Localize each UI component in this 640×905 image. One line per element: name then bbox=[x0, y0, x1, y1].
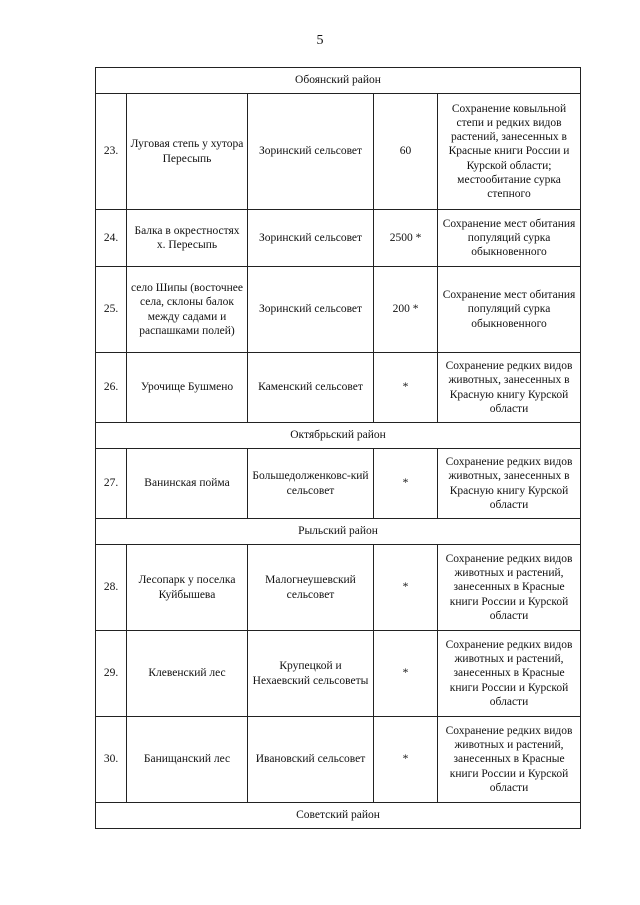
row-number: 29. bbox=[96, 631, 127, 717]
site-name: Банищанский лес bbox=[127, 717, 248, 803]
site-name: Лесопарк у поселка Куйбышева bbox=[127, 545, 248, 631]
table-row bbox=[96, 545, 581, 631]
protection-purpose: Сохранение редких видов животных, занесенных в Красную книгу Курской области bbox=[438, 353, 581, 423]
page-number: 5 bbox=[316, 33, 324, 48]
site-name: Ванинская пойма bbox=[127, 449, 248, 519]
row-number: 24. bbox=[96, 210, 127, 267]
council-name: Ивановский сельсовет bbox=[248, 717, 374, 803]
council-name: Крупецкой и Нехаевский сельсоветы bbox=[248, 631, 374, 717]
table-row bbox=[96, 717, 581, 803]
council-name: Каменский сельсовет bbox=[248, 353, 374, 423]
protection-purpose: Сохранение редких видов животных и растений, занесенных в Красные книги России и Курской области bbox=[438, 545, 581, 631]
row-number: 27. bbox=[96, 449, 127, 519]
row-number: 26. bbox=[96, 353, 127, 423]
table-row bbox=[96, 267, 581, 353]
table-row bbox=[96, 449, 581, 519]
protection-purpose: Сохранение мест обитания популяций сурка обыкновенного bbox=[438, 267, 581, 353]
council-name: Малогнеушевский сельсовет bbox=[248, 545, 374, 631]
protection-purpose: Сохранение редких видов животных, занесенных в Красную книгу Курской области bbox=[438, 449, 581, 519]
protection-purpose: Сохранение мест обитания популяций сурка обыкновенного bbox=[438, 210, 581, 267]
council-name: Зоринский сельсовет bbox=[248, 210, 374, 267]
row-number: 23. bbox=[96, 94, 127, 210]
protection-purpose: Сохранение ковыльной степи и редких видов растений, занесенных в Красные книги России и Курской области; местообитание сурка степного bbox=[438, 94, 581, 210]
table-row bbox=[96, 94, 581, 210]
district-header-row bbox=[96, 68, 581, 94]
area-value: * bbox=[374, 545, 438, 631]
district-name: Октябрьский район bbox=[96, 423, 581, 449]
area-value: 2500 * bbox=[374, 210, 438, 267]
district-header-row bbox=[96, 519, 581, 545]
district-name: Рыльский район bbox=[96, 519, 581, 545]
area-value: * bbox=[374, 717, 438, 803]
council-name: Зоринский сельсовет bbox=[248, 94, 374, 210]
site-name: Урочище Бушмено bbox=[127, 353, 248, 423]
site-name: село Шипы (восточнее села, склоны балок между садами и распашками полей) bbox=[127, 267, 248, 353]
table-row bbox=[96, 353, 581, 423]
site-name: Балка в окрестностях х. Пересыпь bbox=[127, 210, 248, 267]
area-value: * bbox=[374, 631, 438, 717]
row-number: 28. bbox=[96, 545, 127, 631]
table-row bbox=[96, 210, 581, 267]
area-value: 200 * bbox=[374, 267, 438, 353]
protection-purpose: Сохранение редких видов животных и растений, занесенных в Красные книги России и Курской области bbox=[438, 631, 581, 717]
council-name: Большедолженковс-кий сельсовет bbox=[248, 449, 374, 519]
site-name: Луговая степь у хутора Пересыпь bbox=[127, 94, 248, 210]
district-header-row bbox=[96, 423, 581, 449]
district-header-row bbox=[96, 803, 581, 829]
table-row bbox=[96, 631, 581, 717]
area-value: * bbox=[374, 449, 438, 519]
protection-purpose: Сохранение редких видов животных и растений, занесенных в Красные книги России и Курской области bbox=[438, 717, 581, 803]
row-number: 25. bbox=[96, 267, 127, 353]
area-value: * bbox=[374, 353, 438, 423]
council-name: Зоринский сельсовет bbox=[248, 267, 374, 353]
protected-areas-table bbox=[95, 67, 581, 829]
site-name: Клевенский лес bbox=[127, 631, 248, 717]
district-name: Обоянский район bbox=[96, 68, 581, 94]
row-number: 30. bbox=[96, 717, 127, 803]
district-name: Советский район bbox=[96, 803, 581, 829]
area-value: 60 bbox=[374, 94, 438, 210]
